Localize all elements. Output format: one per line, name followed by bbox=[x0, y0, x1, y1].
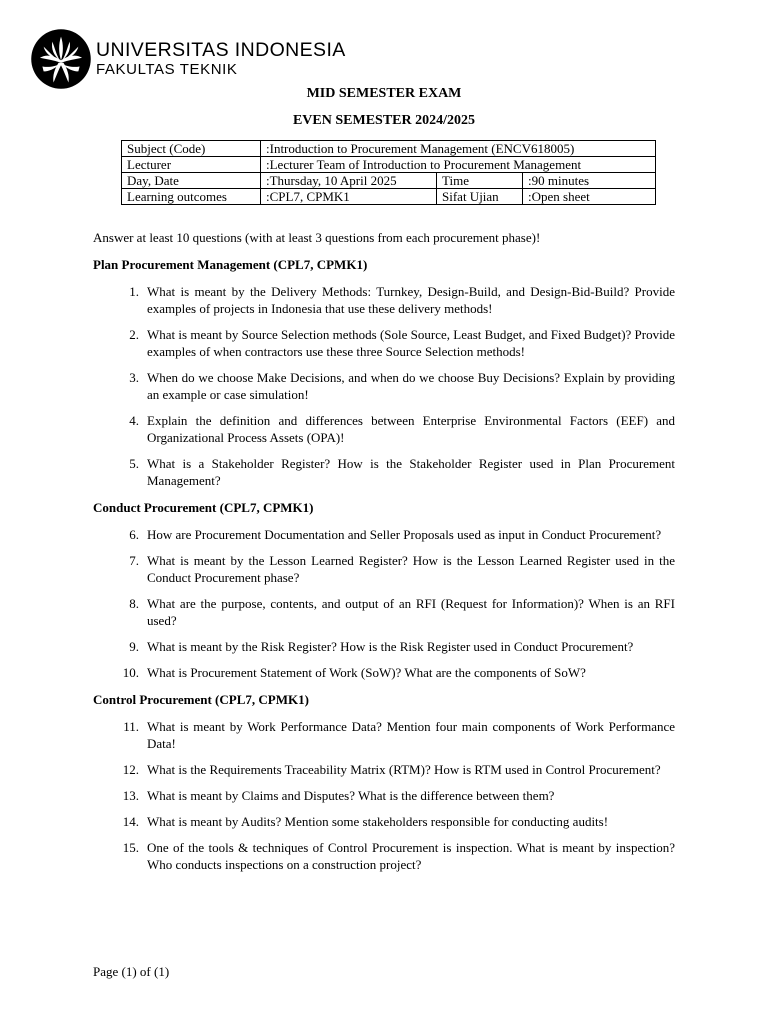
question-item bbox=[93, 664, 675, 681]
question-text: What is meant by Claims and Disputes? What is the difference between them? bbox=[147, 788, 555, 803]
question-item bbox=[93, 595, 675, 629]
question-text: What is meant by the Risk Register? How is the Risk Register used in Conduct Procurement? bbox=[147, 639, 634, 654]
subject-value: :Introduction to Procurement Management (ENCV618005) bbox=[261, 141, 656, 157]
question-number: 4. bbox=[129, 413, 139, 428]
question-text: What is the Requirements Traceability Matrix (RTM)? How is RTM used in Control Procurement? bbox=[147, 762, 661, 777]
question-number: 7. bbox=[129, 553, 139, 568]
question-item bbox=[93, 638, 675, 655]
date-label: Day, Date bbox=[122, 173, 261, 189]
question-item bbox=[93, 526, 675, 543]
info-row-subject bbox=[122, 141, 656, 157]
question-text: What is meant by Work Performance Data? Mention four main components of Work Performance Data! bbox=[147, 719, 675, 751]
info-row-date bbox=[122, 173, 656, 189]
exam-title: MID SEMESTER EXAM bbox=[306, 86, 462, 101]
date-value: :Thursday, 10 April 2025 bbox=[261, 173, 437, 189]
letterhead-text bbox=[96, 40, 346, 78]
question-text: What is meant by Audits? Mention some stakeholders responsible for conducting audits! bbox=[147, 814, 609, 829]
question-number: 1. bbox=[129, 284, 139, 299]
question-number: 8. bbox=[129, 596, 139, 611]
exam-semester: EVEN SEMESTER 2024/2025 bbox=[292, 113, 476, 128]
outcomes-label: Learning outcomes bbox=[122, 189, 261, 205]
time-label: Time bbox=[437, 173, 523, 189]
faculty-name: FAKULTAS TEKNIK bbox=[96, 61, 238, 78]
letterhead bbox=[30, 28, 346, 90]
question-item bbox=[93, 813, 675, 830]
exam-type-label: Sifat Ujian bbox=[437, 189, 523, 205]
question-item bbox=[93, 718, 675, 752]
info-row-outcomes bbox=[122, 189, 656, 205]
question-item bbox=[93, 326, 675, 360]
question-list bbox=[93, 526, 675, 681]
university-name: UNIVERSITAS INDONESIA bbox=[96, 39, 346, 61]
question-text: When do we choose Make Decisions, and when do we choose Buy Decisions? Explain by providing an example or case simulation! bbox=[147, 370, 675, 402]
exam-instruction: Answer at least 10 questions (with at least 3 questions from each procurement phase)! bbox=[93, 230, 541, 245]
question-number: 13. bbox=[122, 788, 139, 803]
question-sections bbox=[93, 256, 675, 883]
university-seal-icon bbox=[30, 28, 92, 90]
question-number: 10. bbox=[122, 665, 139, 680]
outcomes-value: :CPL7, CPMK1 bbox=[261, 189, 437, 205]
question-text: What is meant by the Delivery Methods: Turnkey, Design-Build, and Design-Bid-Build? Provide examples of projects in Indonesia that use these delivery methods! bbox=[147, 284, 675, 316]
section-heading: Control Procurement (CPL7, CPMK1) bbox=[93, 692, 309, 707]
question-list bbox=[93, 283, 675, 489]
subject-label: Subject (Code) bbox=[122, 141, 261, 157]
question-text: One of the tools & techniques of Control Procurement is inspection. What is meant by inspection? Who conducts inspections on a construction project? bbox=[147, 840, 675, 872]
question-item bbox=[93, 787, 675, 804]
question-item bbox=[93, 369, 675, 403]
question-item bbox=[93, 761, 675, 778]
question-text: What is a Stakeholder Register? How is the Stakeholder Register used in Plan Procurement Management? bbox=[147, 456, 675, 488]
question-list bbox=[93, 718, 675, 873]
question-number: 5. bbox=[129, 456, 139, 471]
exam-type-value: :Open sheet bbox=[523, 189, 656, 205]
question-number: 15. bbox=[122, 840, 139, 855]
question-item bbox=[93, 412, 675, 446]
question-item bbox=[93, 455, 675, 489]
question-text: What are the purpose, contents, and output of an RFI (Request for Information)? When is an RFI used? bbox=[147, 596, 675, 628]
question-number: 11. bbox=[123, 719, 139, 734]
question-number: 14. bbox=[122, 814, 139, 829]
question-number: 12. bbox=[122, 762, 139, 777]
page-footer: Page (1) of (1) bbox=[93, 964, 170, 979]
section-heading: Conduct Procurement (CPL7, CPMK1) bbox=[93, 500, 314, 515]
question-item bbox=[93, 839, 675, 873]
question-number: 2. bbox=[129, 327, 139, 342]
lecturer-label: Lecturer bbox=[122, 157, 261, 173]
section-heading: Plan Procurement Management (CPL7, CPMK1) bbox=[93, 257, 368, 272]
question-text: Explain the definition and differences between Enterprise Environmental Factors (EEF) and Organizational Process Assets (OPA)! bbox=[147, 413, 675, 445]
time-value: :90 minutes bbox=[523, 173, 656, 189]
exam-info-table bbox=[121, 140, 656, 205]
question-number: 6. bbox=[129, 527, 139, 542]
question-text: How are Procurement Documentation and Seller Proposals used as input in Conduct Procurement? bbox=[147, 527, 662, 542]
info-row-lecturer bbox=[122, 157, 656, 173]
question-number: 9. bbox=[129, 639, 139, 654]
question-item bbox=[93, 552, 675, 586]
question-number: 3. bbox=[129, 370, 139, 385]
question-item bbox=[93, 283, 675, 317]
question-text: What is meant by Source Selection methods (Sole Source, Least Budget, and Fixed Budget)? Provide examples of when contractors use these three Source Selection methods! bbox=[147, 327, 675, 359]
question-text: What is meant by the Lesson Learned Register? How is the Lesson Learned Register used in the Conduct Procurement phase? bbox=[147, 553, 675, 585]
lecturer-value: :Lecturer Team of Introduction to Procurement Management bbox=[261, 157, 656, 173]
question-text: What is Procurement Statement of Work (SoW)? What are the components of SoW? bbox=[147, 665, 586, 680]
